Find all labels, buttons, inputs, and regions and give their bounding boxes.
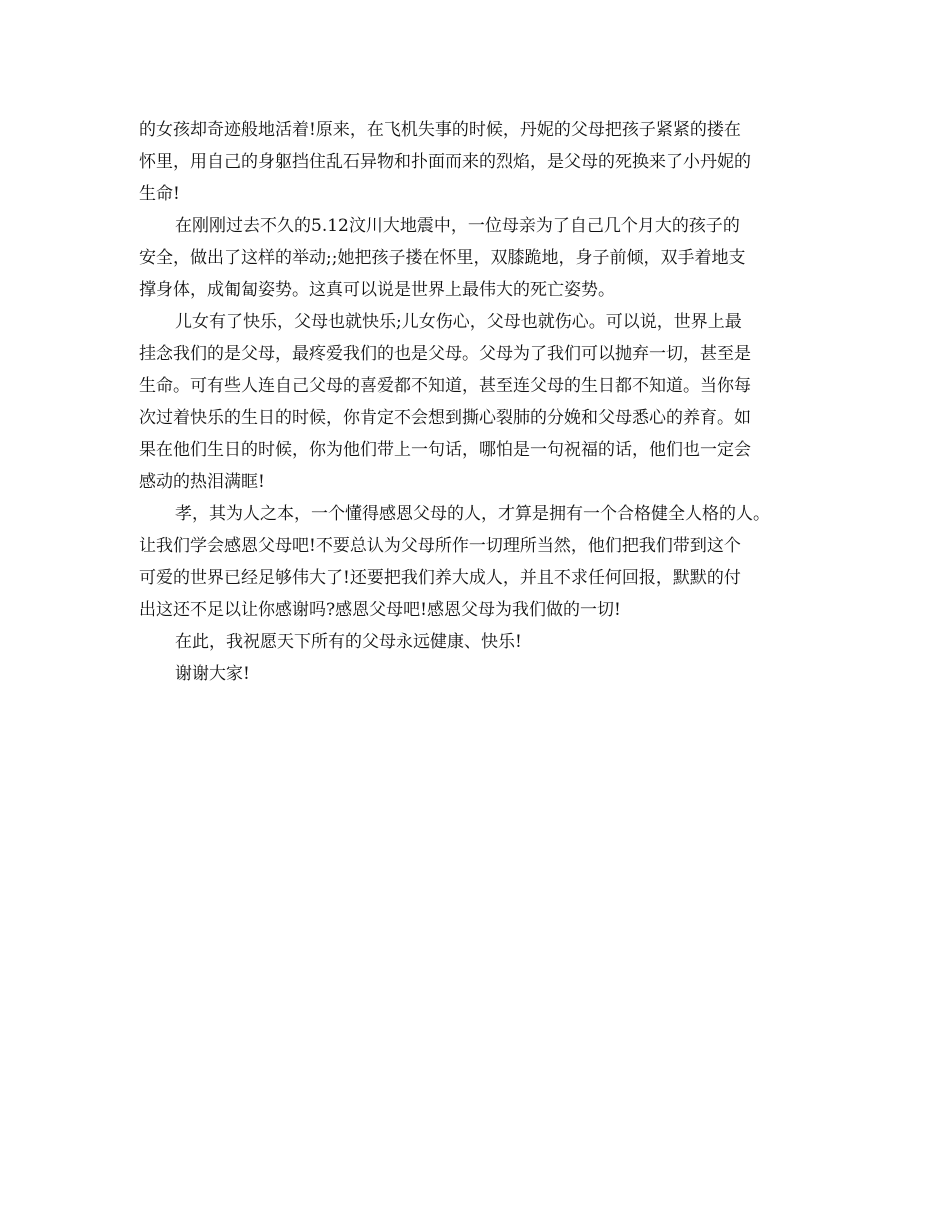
text-line: 生命! bbox=[139, 184, 180, 204]
text-line: 安全，做出了这样的举动;;她把孩子搂在怀里，双膝跪地，身子前倾，双手着地支 bbox=[139, 248, 746, 268]
text-line: 让我们学会感恩父母吧!不要总认为父母所作一切理所当然，他们把我们带到这个 bbox=[139, 536, 741, 556]
closing-line: 谢谢大家! bbox=[175, 664, 250, 684]
text-line: 挂念我们的是父母，最疼爱我们的也是父母。父母为了我们可以抛弃一切，甚至是 bbox=[139, 344, 751, 364]
text-line: 可爱的世界已经足够伟大了!还要把我们养大成人，并且不求任何回报，默默的付 bbox=[139, 568, 741, 588]
text-line: 怀里，用自己的身躯挡住乱石异物和扑面而来的烈焰，是父母的死换来了小丹妮的 bbox=[139, 152, 751, 172]
text-line: 撑身体，成匍匐姿势。这真可以说是世界上最伟大的死亡姿势。 bbox=[139, 280, 615, 300]
paragraph-first-line: 在刚刚过去不久的5.12汶川大地震中，一位母亲为了自己几个月大的孩子的 bbox=[175, 216, 740, 236]
text-line: 生命。可有些人连自己父母的喜爱都不知道，甚至连父母的生日都不知道。当你每 bbox=[139, 376, 751, 396]
text-line: 感动的热泪满眶! bbox=[139, 472, 265, 492]
paragraph-first-line: 孝，其为人之本，一个懂得感恩父母的人，才算是拥有一个合格健全人格的人。 bbox=[175, 504, 770, 524]
text-line: 果在他们生日的时候，你为他们带上一句话，哪怕是一句祝福的话，他们也一定会 bbox=[139, 440, 751, 460]
paragraph-first-line: 儿女有了快乐，父母也就快乐;儿女伤心，父母也就伤心。可以说，世界上最 bbox=[175, 312, 742, 332]
text-line: 次过着快乐的生日的时候，你肯定不会想到撕心裂肺的分娩和父母悉心的养育。如 bbox=[139, 408, 751, 428]
text-line: 的女孩却奇迹般地活着!原来，在飞机失事的时候，丹妮的父母把孩子紧紧的搂在 bbox=[139, 120, 741, 140]
document-body bbox=[139, 114, 815, 690]
text-line: 出这还不足以让你感谢吗?感恩父母吧!感恩父母为我们做的一切! bbox=[139, 600, 621, 620]
paragraph-first-line: 在此，我祝愿天下所有的父母永远健康、快乐! bbox=[175, 632, 522, 652]
